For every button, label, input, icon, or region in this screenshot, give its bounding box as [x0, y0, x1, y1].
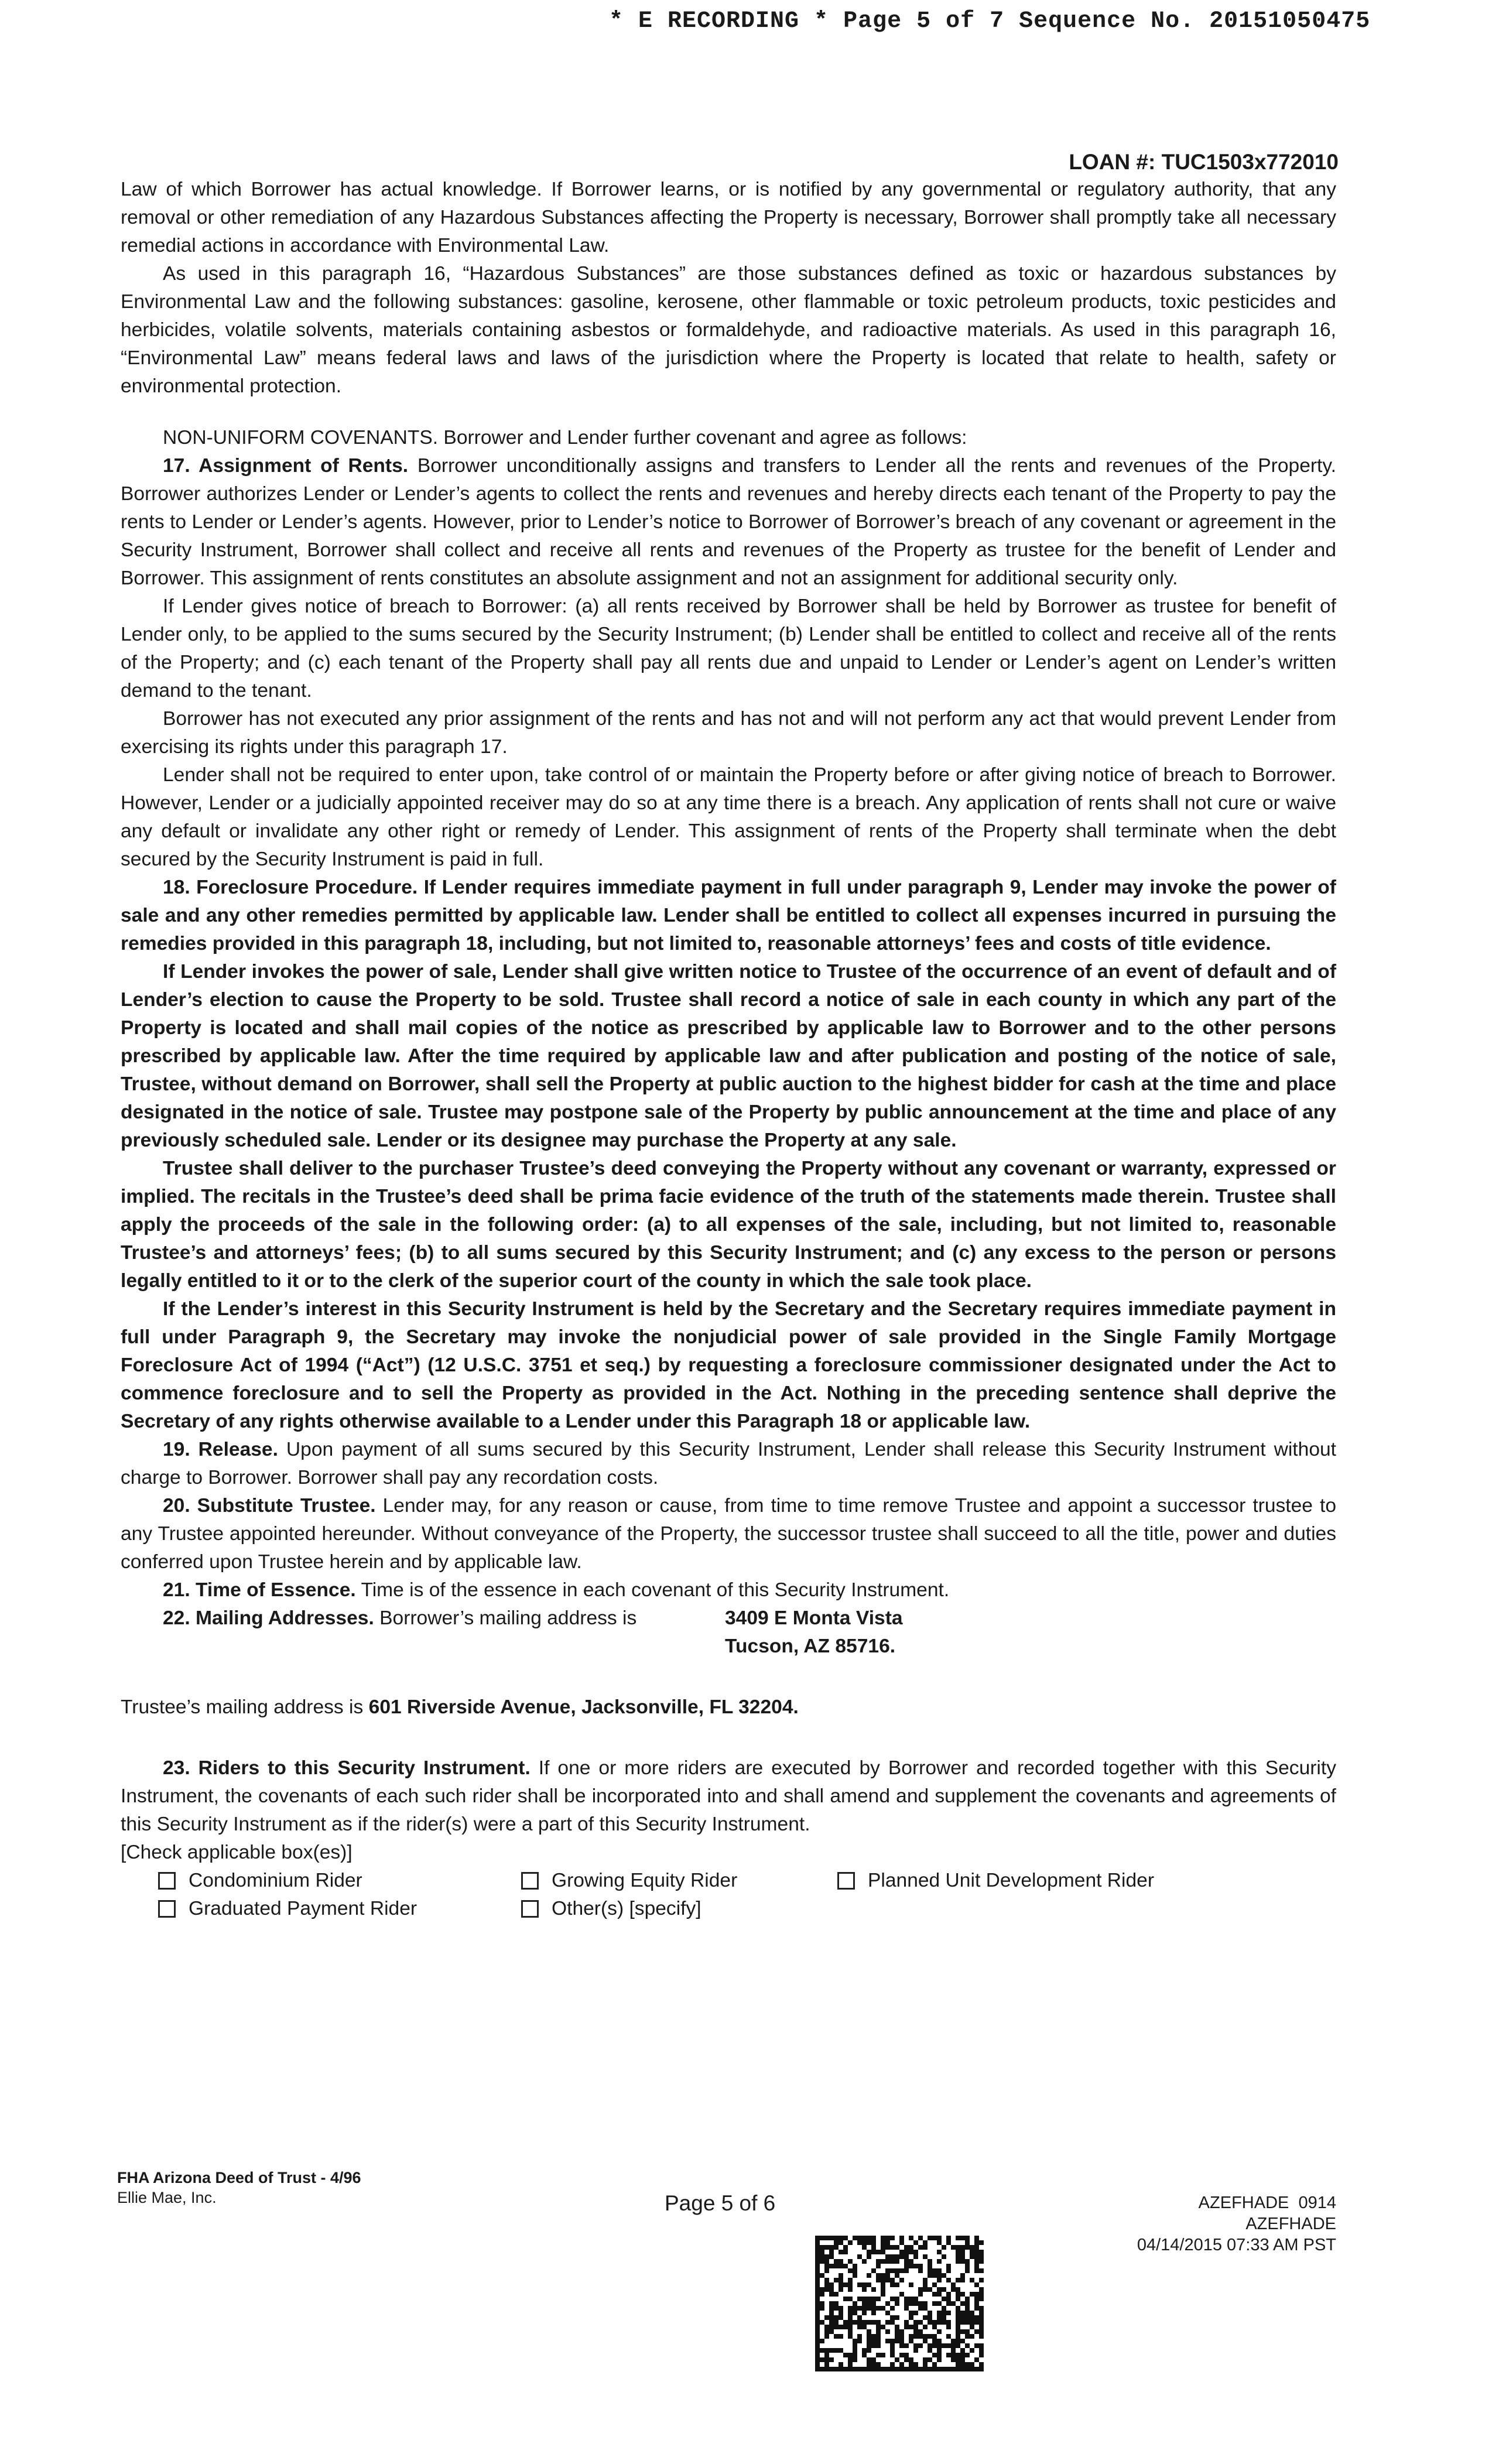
growing-equity-rider-option[interactable]: Growing Equity Rider [521, 1867, 737, 1895]
planned-unit-rider-checkbox[interactable] [837, 1872, 855, 1890]
borrower-address-line-2: Tucson, AZ 85716. [725, 1635, 896, 1657]
barcode-icon [815, 2236, 984, 2371]
document-body [121, 176, 1336, 1924]
condominium-rider-checkbox[interactable] [158, 1872, 176, 1890]
footer-form-info [117, 2168, 361, 2208]
section-18-heading: 18. Foreclosure Procedure. [163, 877, 418, 898]
graduated-payment-rider-checkbox[interactable] [158, 1900, 176, 1918]
section-19-heading: 19. Release. [163, 1439, 278, 1460]
borrower-address-line-1: 3409 E Monta Vista [725, 1607, 903, 1629]
section-17: 17. Assignment of Rents. Borrower unconditionally assigns and transfers to Lender all the rents and revenues of the Property. Borrower authorizes Lender or Lender’s agents to collect the rents and revenues and hereby directs each tenant of the Property to pay the rents to Lender or Lender’s agents. However, prior to Lender’s notice to Borrower of Borrower’s breach of any covenant or agreement in the Security Instrument, Borrower shall collect and receive all rents and revenues of the Property as trustee for the benefit of Lender and Borrower. This assignment of rents constitutes an absolute assignment and not an assignment for additional security only. [121, 455, 1337, 589]
check-applicable-label: [Check applicable box(es)] [121, 1842, 352, 1863]
section-20-heading: 20. Substitute Trustee. [163, 1495, 376, 1517]
section-18-trustee-deed: Trustee shall deliver to the purchaser Trustee’s deed conveying the Property without any covenant or warranty, expressed or implied. The recitals in the Trustee’s deed shall be prima facie evidence of the truth of the statements made therein. Trustee shall apply the proceeds of the sale in the following order: (a) to all expenses of the sale, including, but not limited to, reasonable Trustee’s and attorneys’ fees; (b) to all sums secured by this Security Instrument; and (c) any excess to the person or persons legally entitled to it or to the clerk of the superior court of the county in which the sale took place. [121, 1158, 1336, 1292]
trustee-address-value: 601 Riverside Avenue, Jacksonville, FL 32204. [368, 1696, 799, 1718]
loan-number: LOAN #: TUC1503x772010 [1069, 150, 1339, 174]
form-code-2: AZEFHADE [1245, 2215, 1336, 2233]
section-17-prior-assignment: Borrower has not executed any prior assignment of the rents and has not and will not perform any act that would prevent Lender from exercising its rights under this paragraph 17. [121, 708, 1336, 758]
condominium-rider-option[interactable]: Condominium Rider [158, 1867, 362, 1895]
borrower-address-row-2 [121, 1633, 1336, 1661]
recording-header: * E RECORDING * Page 5 of 7 Sequence No. 20151050475 [609, 8, 1371, 35]
section-17-heading: 17. Assignment of Rents. [163, 455, 409, 477]
form-title: FHA Arizona Deed of Trust - 4/96 [117, 2169, 361, 2186]
section-18-secretary: If the Lender’s interest in this Security Instrument is held by the Secretary and the Secretary requires immediate payment in full under Paragraph 9, the Secretary may invoke the nonjudicial power of sale provided in the Single Family Mortgage Foreclosure Act of 1994 (“Act”) (12 U.S.C. 3751 et seq.) by requesting a foreclosure commissioner designated under the Act to commence foreclosure and to sell the Property as provided in the Act. Nothing in the preceding sentence shall deprive the Secretary of any rights otherwise available to a Lender under this Paragraph 18 or applicable law. [121, 1298, 1336, 1432]
graduated-payment-rider-option[interactable]: Graduated Payment Rider [158, 1895, 417, 1923]
company-name: Ellie Mae, Inc. [117, 2189, 217, 2206]
print-datetime: 04/14/2015 07:33 AM PST [1137, 2236, 1336, 2254]
paragraph-16-hazardous-substances: As used in this paragraph 16, “Hazardous Substances” are those substances defined as toxic or hazardous substances by Environmental Law and the following substances: gasoline, kerosene, other flammable or toxic petroleum products, toxic pesticides and herbicides, volatile solvents, materials containing asbestos or formaldehyde, and radioactive materials. As used in this paragraph 16, “Environmental Law” means federal laws and laws of the jurisdiction where the Property is located that relate to health, safety or environmental protection. [121, 263, 1336, 397]
non-uniform-covenants-intro: NON-UNIFORM COVENANTS. Borrower and Lender further covenant and agree as follows: [163, 427, 967, 449]
section-21: 21. Time of Essence. Time is of the essence in each covenant of this Security Instrument. [163, 1579, 950, 1601]
rider-checkboxes [121, 1867, 1336, 1924]
footer-codes [1137, 2192, 1336, 2256]
form-code-1: AZEFHADE 0914 [1198, 2193, 1336, 2212]
section-19: 19. Release. Upon payment of all sums secured by this Security Instrument, Lender shall release this Security Instrument without charge to Borrower. Borrower shall pay any recordation costs. [121, 1439, 1336, 1488]
growing-equity-rider-checkbox[interactable] [521, 1872, 539, 1890]
section-22-heading: 22. Mailing Addresses. [163, 1607, 374, 1629]
section-17-breach: If Lender gives notice of breach to Borrower: (a) all rents received by Borrower shall be held by Borrower as trustee for benefit of Lender only, to be applied to the sums secured by the Security Instrument; (b) Lender shall be entitled to collect and receive all of the rents of the Property; and (c) each tenant of the Property shall pay all rents due and unpaid to Lender or Lender’s agent on Lender’s written demand to the tenant. [121, 596, 1336, 701]
planned-unit-rider-option[interactable]: Planned Unit Development Rider [837, 1867, 1154, 1895]
other-rider-option[interactable]: Other(s) [specify] [521, 1895, 701, 1923]
section-18-power-of-sale: If Lender invokes the power of sale, Lender shall give written notice to Trustee of the occurrence of an event of default and of Lender’s election to cause the Property to be sold. Trustee shall record a notice of sale in each county in which any part of the Property is located and shall mail copies of the notice as prescribed by applicable law to Borrower and to the other persons prescribed by applicable law. After the time required by applicable law and after publication and posting of the notice of sale, Trustee, without demand on Borrower, shall sell the Property at public auction to the highest bidder for cash at the time and place designated in the notice of sale. Trustee may postpone sale of the Property by public announcement at the time and place of any previously scheduled sale. Lender or its designee may purchase the Property at any sale. [121, 961, 1336, 1151]
section-18: 18. Foreclosure Procedure. If Lender requires immediate payment in full under paragraph 9, Lender may invoke the power of sale and any other remedies permitted by applicable law. Lender shall be entitled to collect all expenses incurred in pursuing the remedies provided in this paragraph 18, including, but not limited to, reasonable attorneys’ fees and costs of title evidence. [121, 877, 1336, 954]
other-rider-checkbox[interactable] [521, 1900, 539, 1918]
section-23-heading: 23. Riders to this Security Instrument. [163, 1757, 531, 1779]
section-17-control: Lender shall not be required to enter upon, take control of or maintain the Property before or after giving notice of breach to Borrower. However, Lender or a judicially appointed receiver may do so at any time there is a breach. Any application of rents shall not cure or waive any default or invalidate any other right or remedy of Lender. This assignment of rents of the Property shall terminate when the debt secured by the Security Instrument is paid in full. [121, 764, 1336, 870]
page-number: Page 5 of 6 [665, 2191, 776, 2215]
section-22: 22. Mailing Addresses. Borrower’s mailing address is 3409 E Monta Vista [121, 1604, 1336, 1633]
section-21-heading: 21. Time of Essence. [163, 1579, 356, 1601]
section-23: 23. Riders to this Security Instrument. If one or more riders are executed by Borrower and recorded together with this Security Instrument, the covenants of each such rider shall be incorporated into and shall amend and supplement the covenants and agreements of this Security Instrument as if the rider(s) were a part of this Security Instrument. [121, 1757, 1336, 1835]
paragraph-16-continued: Law of which Borrower has actual knowledge. If Borrower learns, or is notified by any governmental or regulatory authority, that any removal or other remediation of any Hazardous Substances affecting the Property is necessary, Borrower shall promptly take all necessary remedial actions in accordance with Environmental Law. [121, 179, 1336, 256]
section-20: 20. Substitute Trustee. Lender may, for any reason or cause, from time to time remove Trustee and appoint a successor trustee to any Trustee appointed hereunder. Without conveyance of the Property, the successor trustee shall succeed to all the title, power and duties conferred upon Trustee herein and by applicable law. [121, 1495, 1336, 1573]
trustee-address: Trustee’s mailing address is 601 Riverside Avenue, Jacksonville, FL 32204. [121, 1696, 799, 1718]
